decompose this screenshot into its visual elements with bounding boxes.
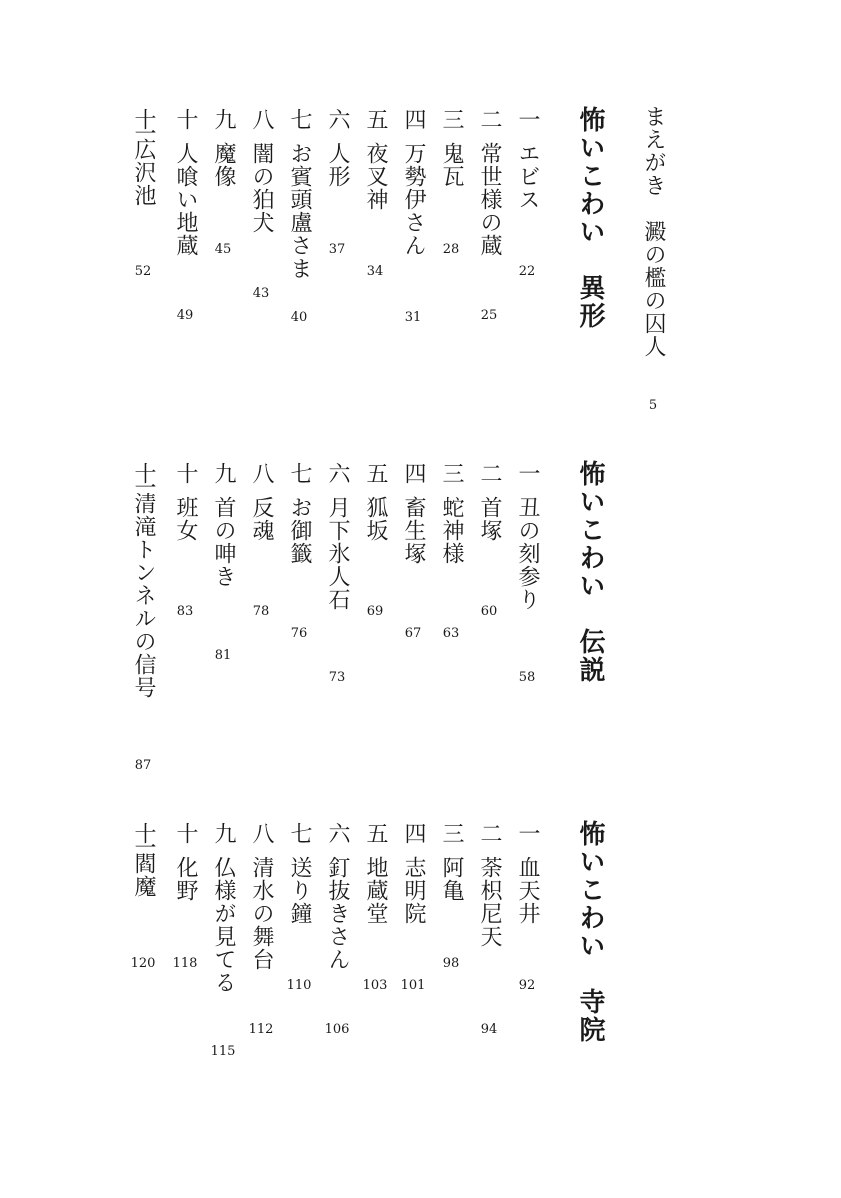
toc-entry-number: 九: [211, 108, 236, 130]
toc-entry[interactable]: [398, 108, 428, 257]
toc-entry-page-number: 34: [366, 264, 384, 279]
toc-entry-page-number: 106: [324, 1022, 350, 1037]
toc-entry-title: 阿亀: [439, 856, 464, 902]
toc-entry-page-number: 37: [328, 242, 346, 257]
toc-entry[interactable]: [512, 822, 542, 925]
toc-entry[interactable]: [208, 108, 238, 188]
toc-entry-title: 狐坂: [363, 496, 388, 542]
toc-entry-page-number: 69: [366, 604, 384, 619]
toc-entry[interactable]: [284, 822, 314, 925]
toc-entry-page-number: 22: [518, 264, 536, 279]
toc-entry-title: 血天井: [515, 856, 540, 925]
toc-entry-page-number: 78: [252, 604, 270, 619]
toc-entry-page-number: 94: [480, 1022, 498, 1037]
toc-entry-title: エビス: [515, 142, 540, 211]
toc-entry-page-number: 92: [518, 978, 536, 993]
toc-entry-page-number: 43: [252, 286, 270, 301]
toc-entry[interactable]: [436, 462, 466, 565]
toc-entry-title: 蛇神様: [439, 496, 464, 565]
toc-entry[interactable]: [436, 108, 466, 188]
toc-entry[interactable]: [398, 462, 428, 565]
toc-entry-page-number: 49: [176, 308, 194, 323]
preface-entry[interactable]: [638, 105, 668, 358]
toc-entry-number: 八: [249, 108, 274, 130]
toc-entry-number: 九: [211, 822, 236, 844]
toc-entry-page-number: 25: [480, 308, 498, 323]
toc-entry[interactable]: [360, 462, 390, 542]
toc-entry-number: 十: [173, 822, 198, 844]
toc-entry[interactable]: [170, 108, 200, 257]
toc-entry[interactable]: [474, 108, 504, 257]
toc-entry-title: 首の呻き: [211, 496, 236, 588]
toc-entry-number: 五: [363, 822, 388, 844]
toc-entry-number: 一: [515, 822, 540, 844]
toc-entry-page-number: 98: [442, 956, 460, 971]
toc-entry-title: 闇の狛犬: [249, 142, 274, 234]
toc-entry[interactable]: [512, 108, 542, 211]
toc-entry-title: 化野: [173, 856, 198, 902]
toc-entry-number: 八: [249, 462, 274, 484]
toc-entry[interactable]: [436, 822, 466, 902]
toc-entry-title: 万勢伊さん: [401, 142, 426, 257]
toc-entry-page-number: 112: [248, 1022, 274, 1037]
toc-entry-page-number: 63: [442, 626, 460, 641]
toc-entry-title: 夜叉神: [363, 142, 388, 211]
toc-entry-title: 地蔵堂: [363, 856, 388, 925]
toc-entry[interactable]: [360, 108, 390, 211]
toc-entry-number: 二: [477, 822, 502, 844]
toc-entry-title: 釘抜きさん: [325, 856, 350, 971]
toc-entry[interactable]: [128, 462, 158, 699]
toc-entry-title: 班女: [173, 496, 198, 542]
toc-entry-title: お賓頭盧さま: [287, 142, 312, 280]
toc-entry[interactable]: [474, 462, 504, 542]
toc-entry-number: 三: [439, 108, 464, 130]
toc-entry-number: 七: [287, 822, 312, 844]
toc-entry-number: 二: [477, 462, 502, 484]
toc-entry-page-number: 118: [172, 956, 198, 971]
toc-entry[interactable]: [170, 822, 200, 902]
toc-entry-number: 六: [325, 462, 350, 484]
toc-entry[interactable]: [360, 822, 390, 925]
toc-entry-page-number: 76: [290, 626, 308, 641]
toc-entry-title: 広沢池: [131, 138, 156, 207]
toc-entry[interactable]: [398, 822, 428, 925]
preface-page-number: 5: [648, 398, 658, 413]
toc-entry[interactable]: [128, 822, 158, 898]
toc-entry-number: 七: [287, 462, 312, 484]
toc-entry-title: 反魂: [249, 496, 274, 542]
toc-entry-title: 常世様の蔵: [477, 142, 502, 257]
toc-entry[interactable]: [208, 462, 238, 588]
toc-entry-title: 清滝トンネルの信号: [131, 492, 156, 699]
toc-entry-number: 九: [211, 462, 236, 484]
section-heading-text: 怖いこわい 伝説: [575, 460, 605, 684]
toc-entry-title: 首塚: [477, 496, 502, 542]
toc-entry-page-number: 60: [480, 604, 498, 619]
toc-entry-page-number: 115: [210, 1044, 236, 1059]
toc-entry-title: 荼枳尼天: [477, 856, 502, 948]
toc-entry-page-number: 40: [290, 310, 308, 325]
toc-entry-title: 清水の舞台: [249, 856, 274, 971]
toc-entry[interactable]: [246, 822, 276, 971]
toc-entry-title: 人形: [325, 142, 350, 188]
toc-entry-number: 八: [249, 822, 274, 844]
toc-entry-page-number: 103: [362, 978, 388, 993]
toc-entry[interactable]: [474, 822, 504, 948]
toc-entry-page-number: 73: [328, 670, 346, 685]
toc-entry[interactable]: [322, 822, 352, 971]
section-heading-text: 怖いこわい 寺院: [575, 820, 605, 1044]
toc-entry[interactable]: [512, 462, 542, 611]
toc-entry-number: 四: [401, 462, 426, 484]
toc-entry[interactable]: [322, 462, 352, 611]
toc-entry-page-number: 81: [214, 648, 232, 663]
toc-entry[interactable]: [128, 108, 158, 207]
toc-entry-title: 閻魔: [131, 852, 156, 898]
toc-entry-title: 魔像: [211, 142, 236, 188]
toc-entry-title: 鬼瓦: [439, 142, 464, 188]
toc-entry-title: 月下氷人石: [325, 496, 350, 611]
toc-entry-number: 四: [401, 108, 426, 130]
toc-entry[interactable]: [246, 462, 276, 542]
section-heading-text: 怖いこわい 異形: [575, 106, 605, 330]
toc-entry-number: 六: [325, 108, 350, 130]
toc-entry-number: 三: [439, 462, 464, 484]
toc-entry-number: 十一: [131, 822, 156, 850]
preface-title: まえがき 澱の檻の囚人: [641, 105, 666, 358]
toc-entry-title: 送り鐘: [287, 856, 312, 925]
toc-entry-page-number: 58: [518, 670, 536, 685]
toc-entry-title: 畜生塚: [401, 496, 426, 565]
toc-entry-number: 三: [439, 822, 464, 844]
toc-entry-number: 七: [287, 108, 312, 130]
toc-entry-title: 丑の刻参り: [515, 496, 540, 611]
toc-entry[interactable]: [284, 108, 314, 280]
toc-entry-number: 十: [173, 108, 198, 130]
toc-entry[interactable]: [322, 108, 352, 188]
toc-entry-title: 仏様が見てる: [211, 856, 236, 994]
toc-entry-number: 五: [363, 462, 388, 484]
toc-entry-number: 六: [325, 822, 350, 844]
toc-entry-number: 一: [515, 462, 540, 484]
toc-entry-page-number: 87: [134, 758, 152, 773]
toc-entry-page-number: 120: [130, 956, 156, 971]
toc-entry-title: 人喰い地蔵: [173, 142, 198, 257]
toc-entry-number: 十: [173, 462, 198, 484]
toc-entry-page-number: 45: [214, 242, 232, 257]
toc-entry-page-number: 110: [286, 978, 312, 993]
toc-entry-page-number: 67: [404, 626, 422, 641]
toc-entry-title: お御籤: [287, 496, 312, 565]
toc-entry-title: 志明院: [401, 856, 426, 925]
toc-entry-number: 五: [363, 108, 388, 130]
toc-entry-number: 四: [401, 822, 426, 844]
toc-entry[interactable]: [284, 462, 314, 565]
toc-entry-number: 一: [515, 108, 540, 130]
section-heading-densetsu: [573, 460, 607, 684]
toc-entry-page-number: 83: [176, 604, 194, 619]
toc-entry-page-number: 28: [442, 242, 460, 257]
toc-entry[interactable]: [170, 462, 200, 542]
section-heading-igyo: [573, 106, 607, 330]
toc-entry-page-number: 101: [400, 978, 426, 993]
toc-entry[interactable]: [246, 108, 276, 234]
toc-entry-number: 十一: [131, 108, 156, 136]
toc-entry-number: 二: [477, 108, 502, 130]
section-heading-jiin: [573, 820, 607, 1044]
toc-entry-page-number: 31: [404, 310, 422, 325]
toc-entry-page-number: 52: [134, 264, 152, 279]
toc-entry-number: 十一: [131, 462, 156, 490]
toc-entry[interactable]: [208, 822, 238, 994]
